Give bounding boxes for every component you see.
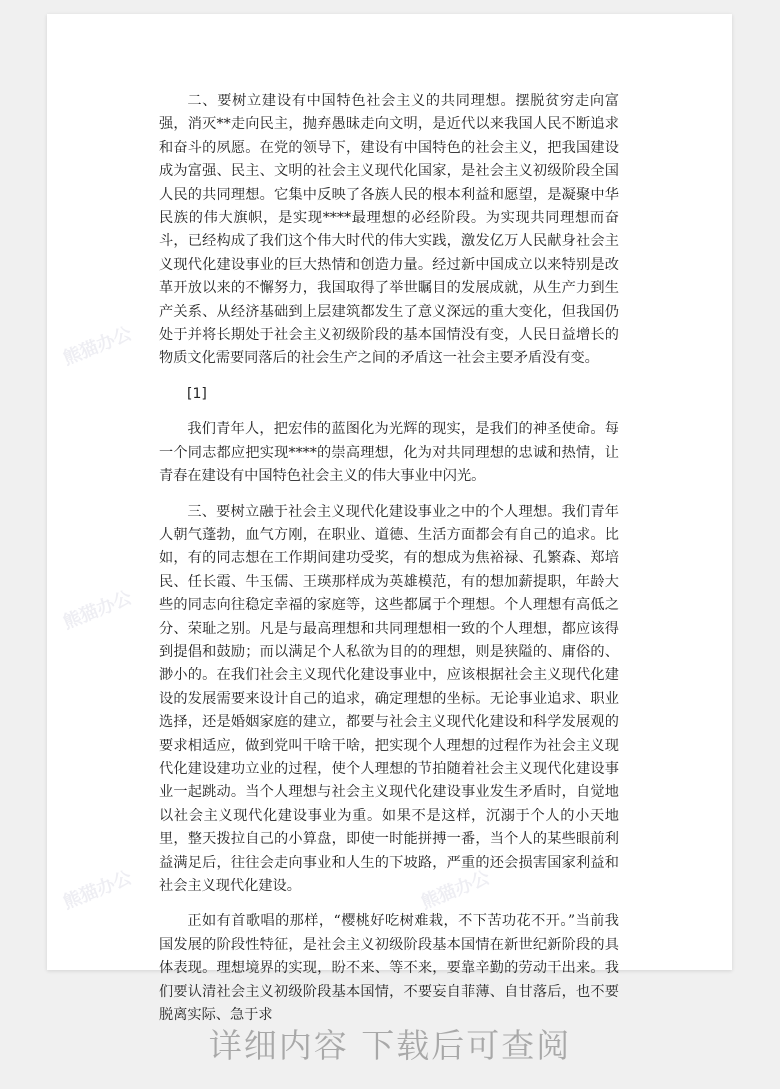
watermark: 熊猫办公 <box>60 587 135 634</box>
paragraph: 正如有首歌唱的那样，“樱桃好吃树难栽，不下苦功花不开。”当前我国发展的阶段性特征，是社会主义初级阶段基本国情在新世纪新阶段的具体表现。理想境界的实现，盼不来、等不来，要靠辛勤的劳动干出来。我们要认清社会主义初级阶段基本国情，不要妄自菲薄、自甘落后，也不要脱离实际、急于求 <box>159 913 619 1024</box>
watermark: 熊猫办公 <box>418 867 493 914</box>
paragraph: 三、要树立融于社会主义现代化建设事业之中的个人理想。我们青年人朝气蓬勃，血气方刚，在职业、道德、生活方面都会有自己的追求。比如，有的同志想在工作期间建功受奖，有的想成为焦裕禄、孔繁森、郑培民、任长霞、牛玉儒、王瑛那样成为英雄模范，有的想加薪提职，年龄大些的同志向往稳定幸福的家庭等，这些都属于个理想。个人理想有高低之分、荣耻之别。凡是与最高理想和共同理想相一致的个人理想，都应该得到提倡和鼓励；而以满足个人私欲为目的的理想，则是狭隘的、庸俗的、渺小的。在我们社会主义现代化建设事业中，应该根据社会主义现代化建设的发展需要来设计自己的追求，确定理想的坐标。无论事业追求、职业选择，还是婚姻家庭的建立，都要与社会主义现代化建设和科学发展观的要求相适应，做到党叫干啥干啥，把实现个人理想的过程作为社会主义现代化建设建功立业的过程，使个人理想的节拍随着社会主义现代化建设事业一起跳动。当个人理想与社会主义现代化建设事业发生矛盾时，自觉地以社会主义现代化建设事业为重。如果不是这样，沉溺于个人的小天地里，整天拨拉自己的小算盘，即使一时能拼搏一番，当个人的某些眼前利益满足后，往往会走向事业和人生的下坡路，严重的还会损害国家利益和社会主义现代化建设。 <box>159 503 619 894</box>
watermark: 熊猫办公 <box>60 867 135 914</box>
download-hint: 详细内容 下载后可查阅 <box>208 1026 572 1065</box>
paragraph: 二、要树立建设有中国特色社会主义的共同理想。摆脱贫穷走向富强，消灭**走向民主，抛弃愚昧走向文明，是近代以来我国人民不断追求和奋斗的夙愿。在党的领导下，建设有中国特色的社会主义，把我国建设成为富强、民主、文明的社会主义现代化国家，是社会主义初级阶段全国人民的共同理想。它集中反映了各族人民的根本利益和愿望，是凝聚中华民族的伟大旗帜，是实现****最理想的必经阶段。为实现共同理想而奋斗，已经构成了我们这个伟大时代的伟大实践，激发亿万人民献身社会主义现代化建设事业的巨大热情和创造力量。经过新中国成立以来特别是改革开放以来的不懈努力，我国取得了举世瞩目的发展成就，从生产力到生产关系、从经济基础到上层建筑都发生了意义深远的重大变化，但我国仍处于并将长期处于社会主义初级阶段的基本国情没有变，人民日益增长的物质文化需要同落后的社会生产之间的矛盾这一社会主要矛盾没有变。 <box>159 93 619 367</box>
document-body <box>159 90 619 1039</box>
reference-marker: [1] <box>187 385 207 402</box>
watermark: 熊猫办公 <box>60 323 135 370</box>
document-page <box>47 14 732 1024</box>
paragraph: 我们青年人，把宏伟的蓝图化为光辉的现实，是我们的神圣使命。每一个同志都应把实现****的崇高理想，化为对共同理想的忠诚和热情，让青春在建设有中国特色社会主义的伟大事业中闪光。 <box>159 421 619 485</box>
